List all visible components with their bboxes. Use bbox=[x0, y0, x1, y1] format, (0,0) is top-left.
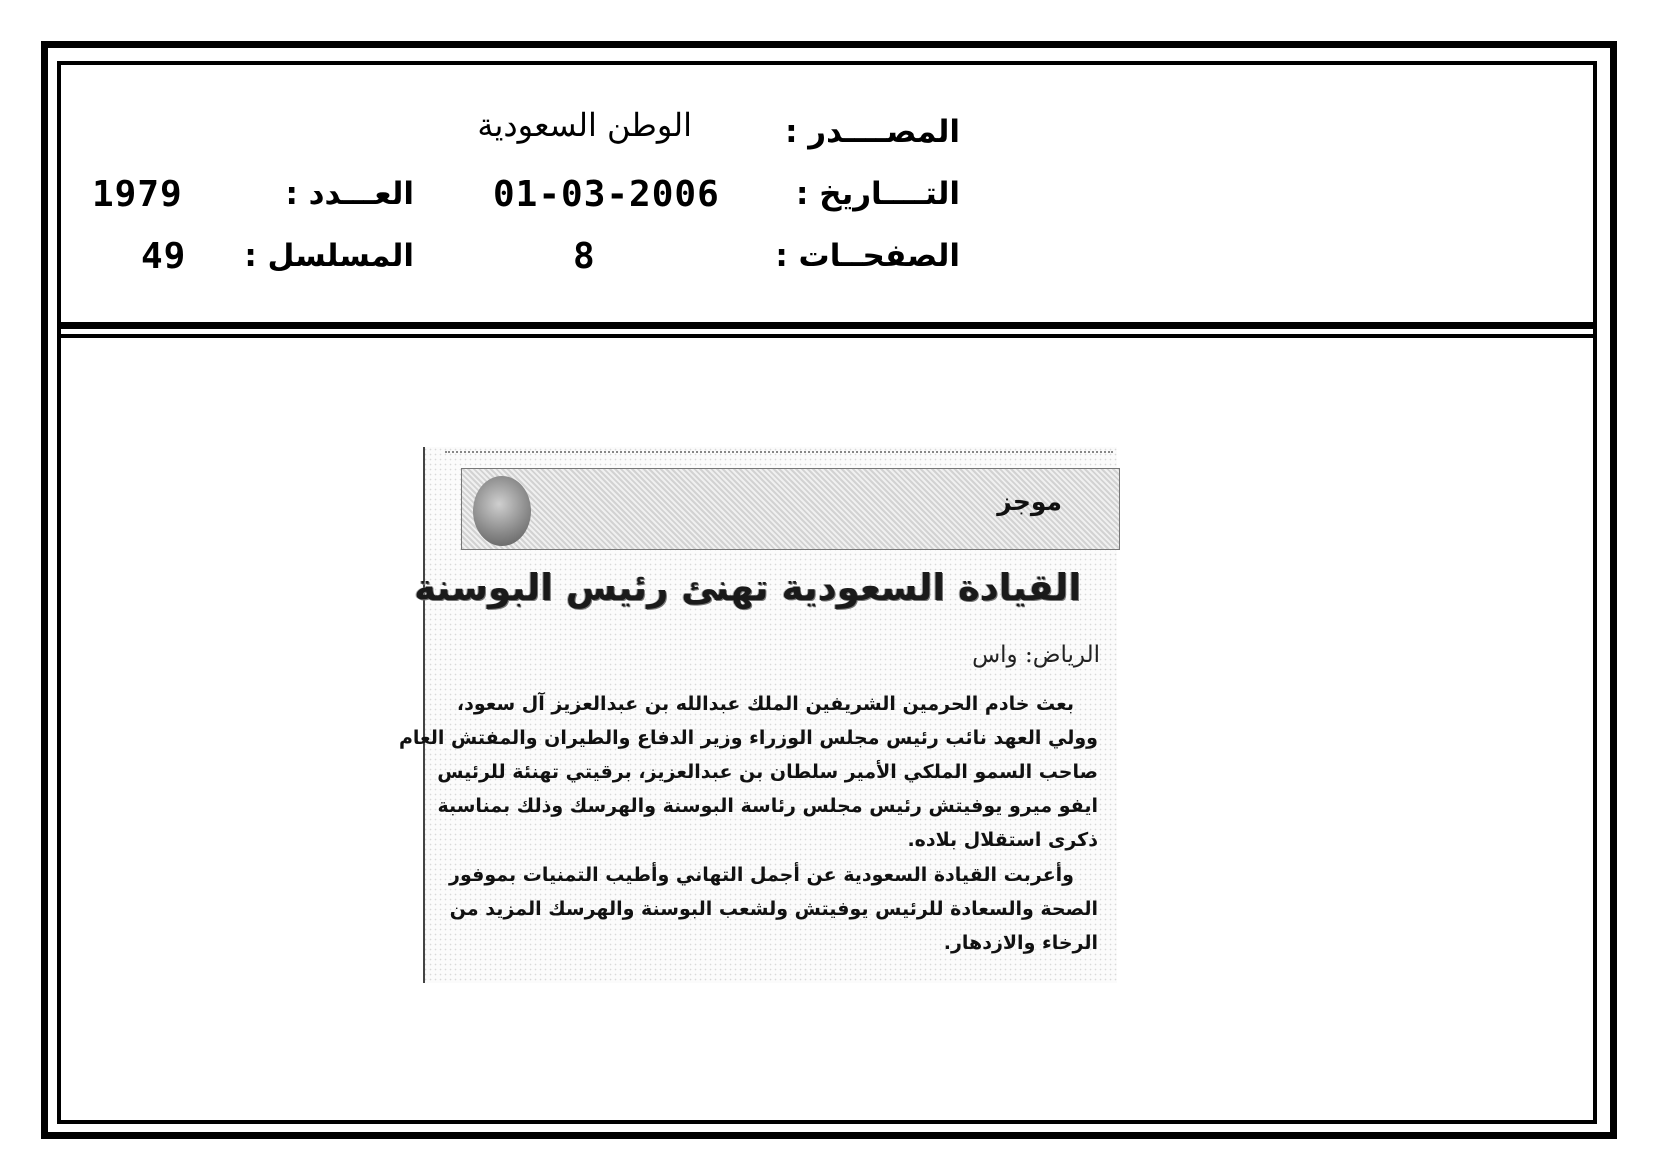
header-divider-thin bbox=[57, 334, 1597, 338]
article-line: ايفو ميرو يوفيتش رئيس مجلس رئاسة البوسنة والهرسك وذلك بمناسبة bbox=[437, 795, 1098, 817]
source-value: الوطن السعودية bbox=[477, 106, 692, 144]
article-line: وأعربت القيادة السعودية عن أجمل التهاني وأطيب التمنيات بموفور bbox=[449, 864, 1074, 886]
article-line: ذكرى استقلال بلاده. bbox=[907, 829, 1098, 851]
article-line: بعث خادم الحرمين الشريفين الملك عبدالله بن عبدالعزيز آل سعود، bbox=[456, 693, 1074, 715]
header-divider bbox=[57, 322, 1597, 329]
date-value: 01-03-2006 bbox=[493, 174, 720, 215]
clipping-top-rule bbox=[445, 451, 1113, 453]
article-line: الصحة والسعادة للرئيس يوفيتش ولشعب البوسنة والهرسك المزيد من bbox=[449, 898, 1098, 920]
source-label: المصــــدر : bbox=[785, 114, 960, 150]
article-line: وولي العهد نائب رئيس مجلس الوزراء وزير الدفاع والطيران والمفتش العام bbox=[398, 727, 1098, 749]
section-kicker: موجز bbox=[997, 487, 1062, 516]
issue-value: 1979 bbox=[92, 174, 183, 215]
article-line: صاحب السمو الملكي الأمير سلطان بن عبدالعزيز، برقيتي تهنئة للرئيس bbox=[437, 761, 1098, 783]
pages-label: الصفحــات : bbox=[775, 238, 960, 274]
article-line: الرخاء والازدهار. bbox=[943, 932, 1098, 954]
serial-label: المسلسل : bbox=[244, 238, 414, 274]
clipping-column-rule bbox=[423, 447, 425, 983]
article-headline: القيادة السعودية تهنئ رئيس البوسنة bbox=[414, 566, 1081, 609]
pages-value: 8 bbox=[573, 236, 596, 277]
issue-label: العـــدد : bbox=[285, 176, 414, 212]
banner-emblem-icon bbox=[473, 476, 531, 546]
serial-value: 49 bbox=[141, 236, 187, 277]
article-dateline: الرياض: واس bbox=[972, 642, 1100, 668]
date-label: التــــاريخ : bbox=[796, 176, 960, 212]
